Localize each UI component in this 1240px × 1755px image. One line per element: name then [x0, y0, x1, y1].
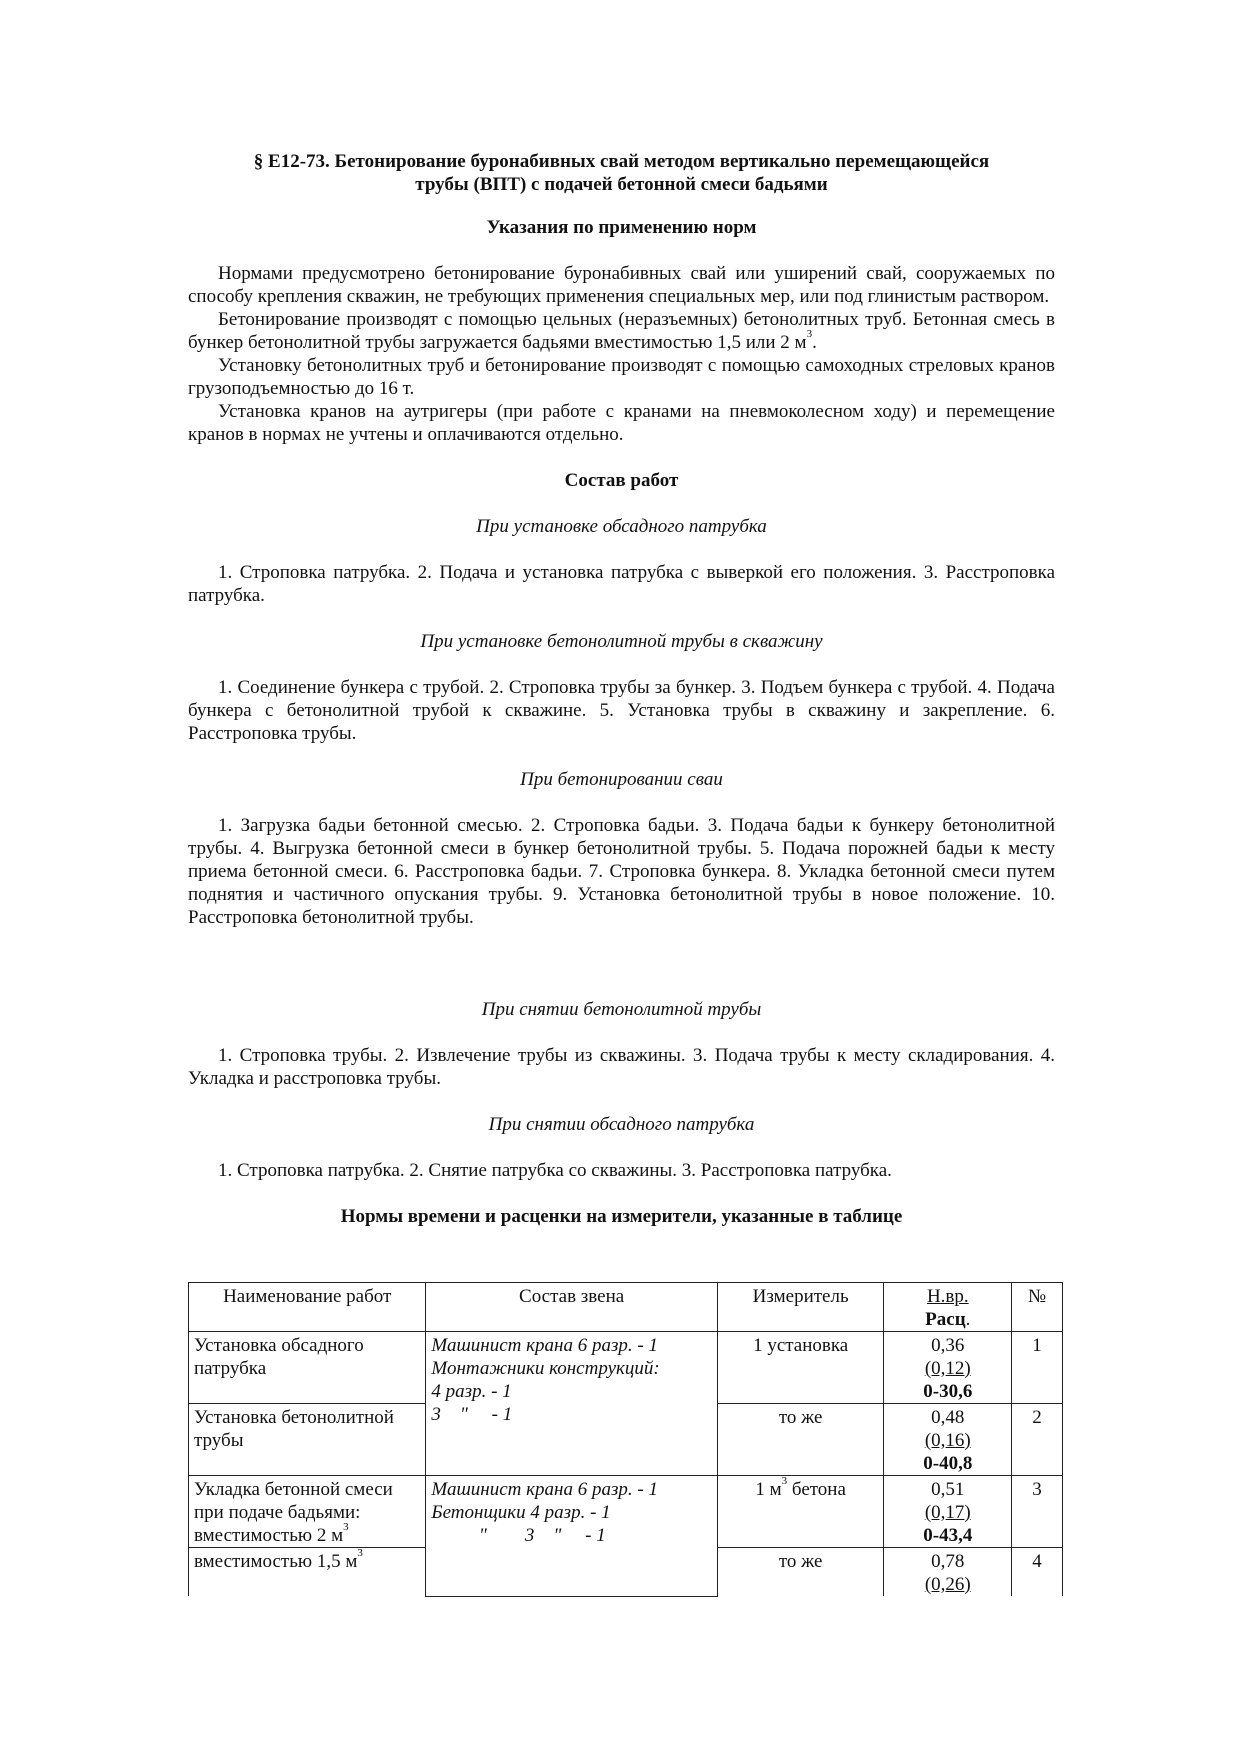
- work-subheading-3: При бетонировании сваи: [520, 769, 723, 790]
- table-row: [189, 1476, 1063, 1548]
- title-line-1: § Е12-73. Бетонирование буронабивных свай методом вертикально перемещающейся: [253, 151, 990, 172]
- section-title: [188, 150, 1055, 196]
- work-composition-heading: Состав работ: [564, 470, 679, 491]
- row-4-values: 0,78 (0,26): [884, 1548, 1012, 1597]
- header-name: Наименование работ: [189, 1283, 426, 1332]
- work-subheading-4: При снятии бетонолитной трубы: [481, 999, 762, 1020]
- table-header-row: [189, 1283, 1063, 1332]
- header-hours-rate: [884, 1283, 1012, 1332]
- header-number: №: [1012, 1283, 1063, 1332]
- guidance-paragraph-3: Установку бетонолитных труб и бетонирование производят с помощью самоходных стреловых кранов грузоподъемностью до 16 т.: [188, 355, 1055, 399]
- guidance-heading: Указания по применению норм: [486, 217, 757, 238]
- header-crew: Состав звена: [426, 1283, 717, 1332]
- norms-table: [188, 1282, 1063, 1597]
- norms-heading: Нормы времени и расценки на измерители, указанные в таблице: [340, 1206, 903, 1227]
- row-4-name: вместимостью 1,5 $м^3$: [189, 1548, 426, 1597]
- work-steps-5: 1. Строповка патрубка. 2. Снятие патрубка со скважины. 3. Расстроповка патрубка.: [218, 1160, 892, 1181]
- work-steps-1: 1. Строповка патрубка. 2. Подача и установка патрубка с выверкой его положения. 3. Расстроповка патрубка.: [188, 562, 1055, 606]
- header-unit: Измеритель: [717, 1283, 884, 1332]
- document-body: [188, 150, 1055, 1228]
- work-subheading-5: При снятии обсадного патрубка: [488, 1114, 755, 1135]
- work-subheading-1: При установке обсадного патрубка: [476, 516, 767, 537]
- guidance-paragraph-1: Нормами предусмотрено бетонирование буронабивных свай или уширений свай, сооружаемых по способу крепления скважин, не требующих применения специальных мер, или под глинистым раствором.: [188, 263, 1055, 307]
- guidance-paragraph-4: Установка кранов на аутригеры (при работе с кранами на пневмоколесном ходу) и перемещение кранов в нормах не учтены и оплачиваются отдельно.: [188, 401, 1055, 445]
- row-1-unit: 1 установка: [717, 1332, 884, 1404]
- row-3-values: 0,51 (0,17) 0-43,4: [884, 1476, 1012, 1548]
- header-rate: Расц.: [925, 1309, 971, 1330]
- row-3-name: Укладка бетонной смеси при подаче бадьями: вместимостью 2 $м^3$: [189, 1476, 426, 1548]
- work-steps-3: 1. Загрузка бадьи бетонной смесью. 2. Строповка бадьи. 3. Подача бадьи к бункеру бетонолитной трубы. 4. Выгрузка бетонной смеси в бункер бетонолитной трубы. 5. Подача порожней бадьи к месту приема бетонной смеси. 6. Расстроповка бадьи. 7. Строповка бункера. 8. Укладка бетонной смеси путем поднятия и частичного опускания трубы. 9. Установка бетонолитной трубы в новое положение. 10. Расстроповка бетонолитной трубы.: [188, 815, 1055, 928]
- work-steps-4: 1. Строповка трубы. 2. Извлечение трубы из скважины. 3. Подача трубы к месту складирования. 4. Укладка и расстроповка трубы.: [188, 1045, 1055, 1089]
- row-2-name: Установка бетонолитной трубы: [189, 1404, 426, 1476]
- work-steps-2: 1. Соединение бункера с трубой. 2. Строповка трубы за бункер. 3. Подъем бункера с трубой. 4. Подача бункера с бетонолитной трубой к скважине. 5. Установка трубы в скважину и закрепление. 6. Расстроповка трубы.: [188, 677, 1055, 744]
- header-hours: Н.вр.: [926, 1286, 969, 1307]
- row-2-number: 2: [1012, 1404, 1063, 1476]
- crew-group-2: Машинист крана 6 разр. - 1 Бетонщики 4 разр. - 1 " 3 " - 1: [426, 1476, 717, 1597]
- crew-group-1: Машинист крана 6 разр. - 1 Монтажники конструкций: 4 разр. - 1 3 " - 1: [426, 1332, 717, 1476]
- row-4-unit: то же: [717, 1548, 884, 1597]
- row-3-unit: 1 $м^3$ бетона: [717, 1476, 884, 1548]
- table-row: [189, 1332, 1063, 1404]
- work-subheading-2: При установке бетонолитной трубы в скважину: [420, 631, 823, 652]
- row-1-values: 0,36 (0,12) 0-30,6: [884, 1332, 1012, 1404]
- row-1-name: Установка обсадного патрубка: [189, 1332, 426, 1404]
- row-2-values: 0,48 (0,16) 0-40,8: [884, 1404, 1012, 1476]
- title-line-2: трубы (ВПТ) с подачей бетонной смеси бадьями: [415, 174, 828, 195]
- row-1-number: 1: [1012, 1332, 1063, 1404]
- row-2-unit: то же: [717, 1404, 884, 1476]
- row-3-number: 3: [1012, 1476, 1063, 1548]
- row-4-number: 4: [1012, 1548, 1063, 1597]
- guidance-paragraph-2: Бетонирование производят с помощью цельных (неразъемных) бетонолитных труб. Бетонная смесь в бункер бетонолитной трубы загружается бадьями вместимостью 1,5 или 2 $м^3$.: [188, 309, 1055, 353]
